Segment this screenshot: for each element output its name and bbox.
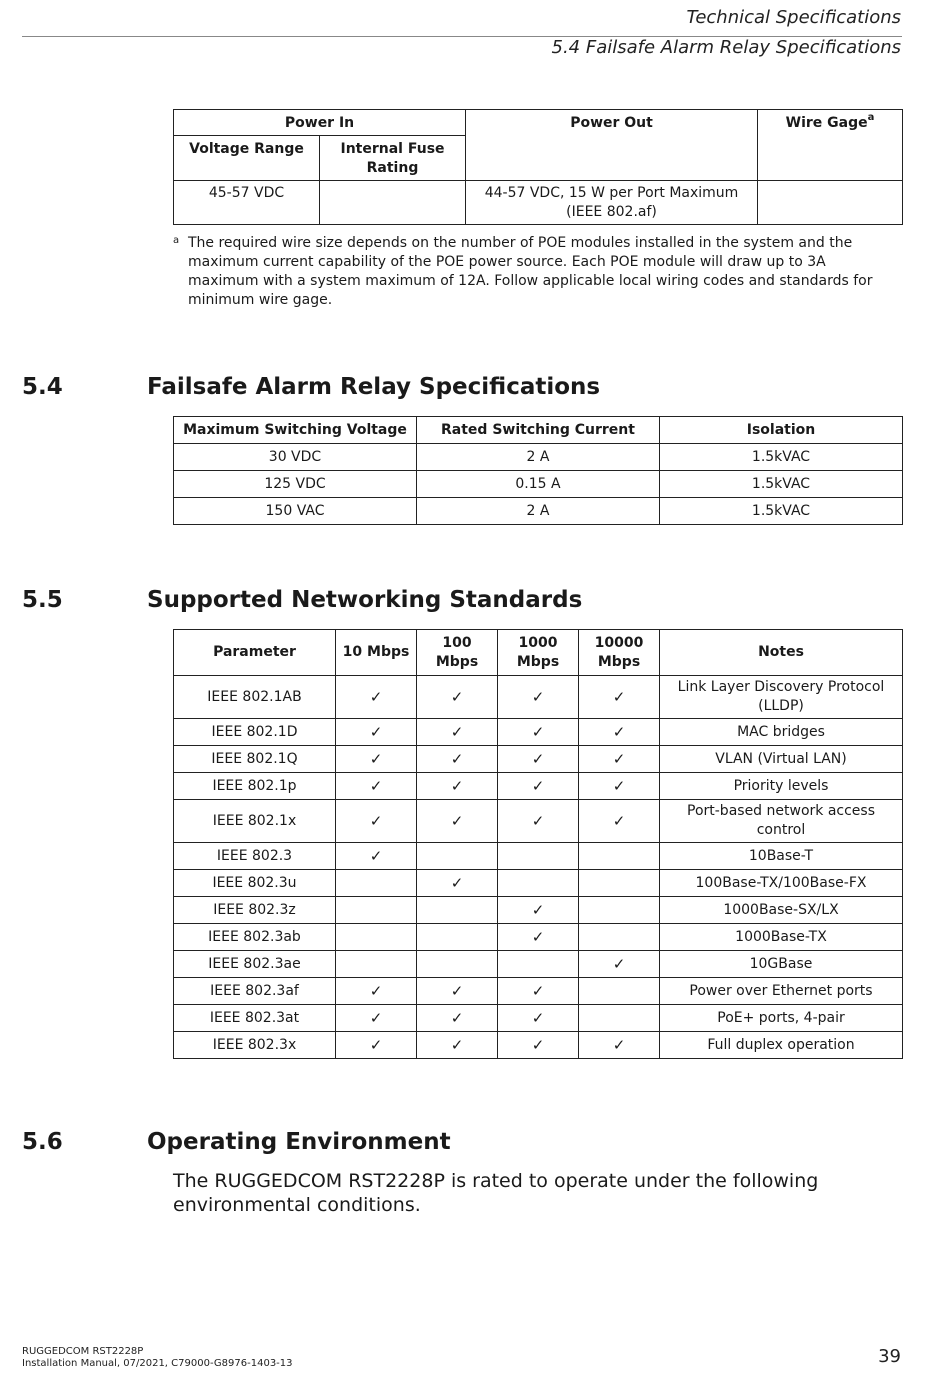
notes-cell: Priority levels xyxy=(660,773,903,800)
section-heading-5-6 xyxy=(22,1129,451,1155)
relay-row xyxy=(174,444,903,471)
check-mark-icon: ✓ xyxy=(498,719,579,746)
net-row xyxy=(174,1032,903,1059)
relay-row xyxy=(174,498,903,525)
section-number: 5.6 xyxy=(22,1129,63,1155)
power-table xyxy=(173,109,903,225)
parameter-cell: IEEE 802.1p xyxy=(174,773,336,800)
wire-gage-label: Wire Gage xyxy=(785,115,868,131)
net-row xyxy=(174,924,903,951)
relay-cell: 150 VAC xyxy=(174,498,417,525)
check-mark-icon: ✓ xyxy=(498,773,579,800)
voltage-range-cell: 45-57 VDC xyxy=(174,181,320,225)
check-mark-icon xyxy=(579,978,660,1005)
check-mark-icon: ✓ xyxy=(579,773,660,800)
networking-standards-table xyxy=(173,629,903,1059)
check-mark-icon xyxy=(336,924,417,951)
check-mark-icon: ✓ xyxy=(498,978,579,1005)
net-header-cell: Notes xyxy=(660,630,903,676)
check-mark-icon: ✓ xyxy=(336,1032,417,1059)
notes-cell: 1000Base-TX xyxy=(660,924,903,951)
check-mark-icon: ✓ xyxy=(579,676,660,719)
check-mark-icon: ✓ xyxy=(498,676,579,719)
check-mark-icon xyxy=(336,951,417,978)
check-mark-icon xyxy=(417,951,498,978)
check-mark-icon xyxy=(579,843,660,870)
check-mark-icon: ✓ xyxy=(336,676,417,719)
fuse-rating-cell xyxy=(320,181,466,225)
relay-cell: 2 A xyxy=(417,444,660,471)
check-mark-icon: ✓ xyxy=(579,1032,660,1059)
check-mark-icon: ✓ xyxy=(417,719,498,746)
section-title: Supported Networking Standards xyxy=(147,587,583,613)
parameter-cell: IEEE 802.3z xyxy=(174,897,336,924)
section-number: 5.5 xyxy=(22,587,63,613)
voltage-range-header: Voltage Range xyxy=(174,136,320,181)
power-in-header: Power In xyxy=(174,110,466,136)
check-mark-icon xyxy=(417,897,498,924)
check-mark-icon: ✓ xyxy=(498,1005,579,1032)
check-mark-icon xyxy=(579,1005,660,1032)
check-mark-icon: ✓ xyxy=(579,951,660,978)
net-header-cell: Parameter xyxy=(174,630,336,676)
footnote-text: The required wire size depends on the number of POE modules installed in the system and the maximum current capability of the POE power source. Each POE module will draw up to 3A maximum with a system maximum of 12A. Follow applicable local wiring codes and standards for minimum wire gage. xyxy=(188,235,873,308)
check-mark-icon: ✓ xyxy=(498,924,579,951)
parameter-cell: IEEE 802.1x xyxy=(174,800,336,843)
parameter-cell: IEEE 802.1AB xyxy=(174,676,336,719)
parameter-cell: IEEE 802.3at xyxy=(174,1005,336,1032)
footer-manual: Installation Manual, 07/2021, C79000-G8976-1403-13 xyxy=(22,1358,293,1369)
notes-cell: 1000Base-SX/LX xyxy=(660,897,903,924)
relay-header-cell: Isolation xyxy=(660,417,903,444)
check-mark-icon: ✓ xyxy=(417,1005,498,1032)
check-mark-icon xyxy=(498,843,579,870)
check-mark-icon: ✓ xyxy=(417,870,498,897)
net-header-cell: 1000 Mbps xyxy=(498,630,579,676)
parameter-cell: IEEE 802.3ab xyxy=(174,924,336,951)
parameter-cell: IEEE 802.3ae xyxy=(174,951,336,978)
check-mark-icon: ✓ xyxy=(336,746,417,773)
page-footer xyxy=(22,1346,293,1370)
net-row xyxy=(174,773,903,800)
check-mark-icon: ✓ xyxy=(579,746,660,773)
section-title: Failsafe Alarm Relay Specifications xyxy=(147,374,601,400)
footer-product: RUGGEDCOM RST2228P xyxy=(22,1346,144,1357)
running-header-title: Technical Specifications xyxy=(686,7,901,28)
check-mark-icon: ✓ xyxy=(498,897,579,924)
check-mark-icon: ✓ xyxy=(498,800,579,843)
relay-row xyxy=(174,471,903,498)
check-mark-icon xyxy=(579,924,660,951)
notes-cell: MAC bridges xyxy=(660,719,903,746)
check-mark-icon: ✓ xyxy=(417,676,498,719)
power-out-header: Power Out xyxy=(466,110,758,181)
section-number: 5.4 xyxy=(22,374,63,400)
check-mark-icon xyxy=(579,897,660,924)
notes-cell: PoE+ ports, 4-pair xyxy=(660,1005,903,1032)
net-header-row xyxy=(174,630,903,676)
check-mark-icon: ✓ xyxy=(417,746,498,773)
relay-header-cell: Maximum Switching Voltage xyxy=(174,417,417,444)
relay-header-cell: Rated Switching Current xyxy=(417,417,660,444)
net-row xyxy=(174,1005,903,1032)
check-mark-icon: ✓ xyxy=(336,719,417,746)
net-row xyxy=(174,870,903,897)
relay-cell: 2 A xyxy=(417,498,660,525)
check-mark-icon: ✓ xyxy=(336,978,417,1005)
parameter-cell: IEEE 802.3 xyxy=(174,843,336,870)
relay-cell: 1.5kVAC xyxy=(660,444,903,471)
relay-cell: 1.5kVAC xyxy=(660,471,903,498)
check-mark-icon: ✓ xyxy=(336,843,417,870)
footnote-mark: a xyxy=(173,235,180,246)
check-mark-icon xyxy=(336,870,417,897)
running-header-section: 5.4 Failsafe Alarm Relay Specifications xyxy=(551,37,901,58)
check-mark-icon: ✓ xyxy=(417,800,498,843)
net-header-cell: 10 Mbps xyxy=(336,630,417,676)
relay-cell: 0.15 A xyxy=(417,471,660,498)
section-heading-5-4 xyxy=(22,374,600,400)
net-row xyxy=(174,719,903,746)
net-header-cell: 100 Mbps xyxy=(417,630,498,676)
net-row xyxy=(174,800,903,843)
check-mark-icon: ✓ xyxy=(498,1032,579,1059)
wire-gage-header xyxy=(758,110,903,181)
section-title: Operating Environment xyxy=(147,1129,451,1155)
net-row xyxy=(174,897,903,924)
check-mark-icon xyxy=(336,897,417,924)
check-mark-icon: ✓ xyxy=(336,773,417,800)
net-header-cell: 10000 Mbps xyxy=(579,630,660,676)
check-mark-icon xyxy=(498,870,579,897)
relay-table xyxy=(173,416,903,525)
operating-environment-text: The RUGGEDCOM RST2228P is rated to operate under the following environmental conditions. xyxy=(173,1170,819,1216)
check-mark-icon xyxy=(417,924,498,951)
internal-fuse-rating-header: Internal Fuse Rating xyxy=(320,136,466,181)
parameter-cell: IEEE 802.1D xyxy=(174,719,336,746)
table-footnote xyxy=(173,234,898,310)
relay-header-row xyxy=(174,417,903,444)
check-mark-icon: ✓ xyxy=(498,746,579,773)
parameter-cell: IEEE 802.3u xyxy=(174,870,336,897)
check-mark-icon xyxy=(579,870,660,897)
notes-cell: Link Layer Discovery Protocol (LLDP) xyxy=(660,676,903,719)
check-mark-icon: ✓ xyxy=(579,800,660,843)
parameter-cell: IEEE 802.1Q xyxy=(174,746,336,773)
wire-gage-cell xyxy=(758,181,903,225)
net-row xyxy=(174,676,903,719)
relay-cell: 125 VDC xyxy=(174,471,417,498)
parameter-cell: IEEE 802.3af xyxy=(174,978,336,1005)
page-number: 39 xyxy=(878,1346,901,1367)
check-mark-icon: ✓ xyxy=(417,1032,498,1059)
parameter-cell: IEEE 802.3x xyxy=(174,1032,336,1059)
check-mark-icon: ✓ xyxy=(417,773,498,800)
notes-cell: 100Base-TX/100Base-FX xyxy=(660,870,903,897)
notes-cell: Port-based network access control xyxy=(660,800,903,843)
power-out-cell: 44-57 VDC, 15 W per Port Maximum (IEEE 802.af) xyxy=(466,181,758,225)
check-mark-icon: ✓ xyxy=(579,719,660,746)
check-mark-icon: ✓ xyxy=(417,978,498,1005)
check-mark-icon: ✓ xyxy=(336,800,417,843)
relay-cell: 1.5kVAC xyxy=(660,498,903,525)
notes-cell: 10GBase xyxy=(660,951,903,978)
relay-cell: 30 VDC xyxy=(174,444,417,471)
net-row xyxy=(174,746,903,773)
notes-cell: Power over Ethernet ports xyxy=(660,978,903,1005)
net-row xyxy=(174,843,903,870)
check-mark-icon xyxy=(498,951,579,978)
notes-cell: 10Base-T xyxy=(660,843,903,870)
notes-cell: VLAN (Virtual LAN) xyxy=(660,746,903,773)
notes-cell: Full duplex operation xyxy=(660,1032,903,1059)
net-row xyxy=(174,951,903,978)
check-mark-icon: ✓ xyxy=(336,1005,417,1032)
footnote-ref: a xyxy=(867,112,875,123)
section-heading-5-5 xyxy=(22,587,582,613)
net-row xyxy=(174,978,903,1005)
check-mark-icon xyxy=(417,843,498,870)
